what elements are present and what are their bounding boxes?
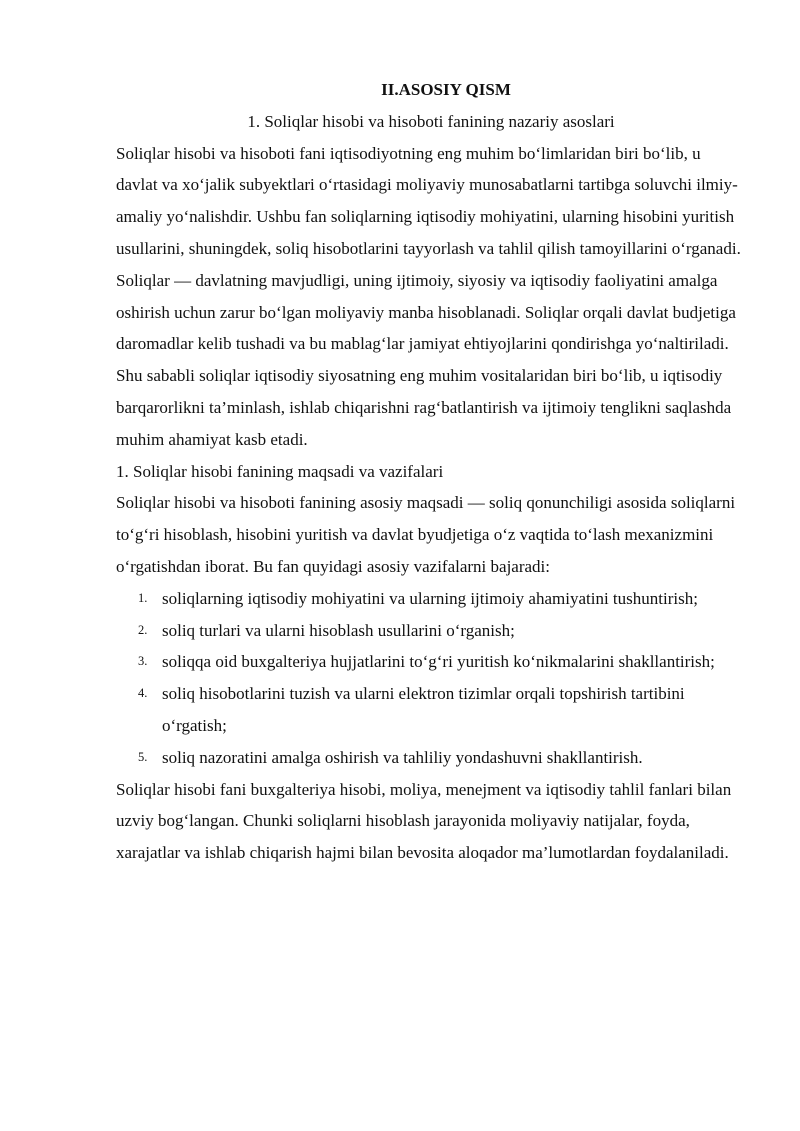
list-number: 5.: [138, 749, 148, 764]
document-heading: II.ASOSIY QISM: [381, 80, 511, 99]
list-text: soliq nazoratini amalga oshirish va tahliliy yondashuvni shakllantirish.: [162, 747, 643, 767]
list-item: [116, 678, 746, 742]
list-item: [116, 742, 746, 774]
list-text: soliq turlari va ularni hisoblash usullarini o‘rganish;: [162, 620, 515, 640]
document-page: [116, 74, 746, 869]
list-number: 1.: [138, 590, 148, 605]
paragraph-goal: Soliqlar hisobi va hisoboti fanining asosiy maqsadi — soliq qonunchiligi asosida soliqlarni to‘g‘ri hisoblash, hisobini yuritish va davlat byudjetiga o‘z vaqtida to‘lash mexanizmini o‘rgatishdan iborat. Bu fan quyidagi asosiy vazifalarni bajaradi:: [116, 493, 736, 576]
task-list: [116, 583, 746, 774]
list-number: 2.: [138, 622, 148, 637]
list-text: soliqlarning iqtisodiy mohiyatini va ularning ijtimoiy ahamiyatini tushuntirish;: [162, 588, 698, 608]
paragraph-taxes: Soliqlar — davlatning mavjudligi, uning ijtimoiy, siyosiy va iqtisodiy faoliyatini amalga oshirish uchun zarur bo‘lgan moliyaviy manba hisoblanadi. Soliqlar orqali davlat budjetiga daromadlar kelib tushadi va bu mablag‘lar jamiyat ehtiyojlarini qondirishga yo‘naltiriladi. Shu sababli soliqlar iqtisodiy siyosatning eng muhim vositalaridan biri bo‘lib, u iqtisodiy barqarorlikni ta’minlash, ishlab chiqarishni rag‘batlantirish va ijtimoiy tenglikni saqlashda muhim ahamiyat kasb etadi.: [116, 270, 736, 449]
list-item: [116, 583, 746, 615]
list-item: [116, 646, 746, 678]
list-item: [116, 615, 746, 647]
paragraph-intro: Soliqlar hisobi va hisoboti fani iqtisodiyotning eng muhim bo‘limlaridan biri bo‘lib, u davlat va xo‘jalik subyektlari o‘rtasidagi moliyaviy munosabatlarni tartibga soluvchi ilmiy-amaliy yo‘nalishdir. Ushbu fan soliqlarning iqtisodiy mohiyatini, ularning hisobini yuritish usullarini, shuningdek, soliq hisobotlarini tayyorlash va tahlil qilish tamoyillarini o‘rganadi.: [116, 143, 741, 258]
document-subheading: 1. Soliqlar hisobi va hisoboti fanining nazariy asoslari: [247, 111, 615, 131]
list-text: soliq hisobotlarini tuzish va ularni elektron tizimlar orqali topshirish tartibini o‘rgatish;: [162, 684, 685, 735]
paragraph-related-fields: Soliqlar hisobi fani buxgalteriya hisobi, moliya, menejment va iqtisodiy tahlil fanlari bilan uzviy bog‘langan. Chunki soliqlarni hisoblash jarayonida moliyaviy natijalar, foyda, xarajatlar va ishlab chiqarish hajmi bilan bevosita aloqador ma’lumotlardan foydalaniladi.: [116, 779, 732, 863]
list-text: soliqqa oid buxgalteriya hujjatlarini to‘g‘ri yuritish ko‘nikmalarini shakllantirish;: [162, 652, 715, 672]
list-number: 3.: [138, 654, 148, 669]
section-title: 1. Soliqlar hisobi fanining maqsadi va vazifalari: [116, 461, 444, 481]
list-number: 4.: [138, 686, 148, 701]
